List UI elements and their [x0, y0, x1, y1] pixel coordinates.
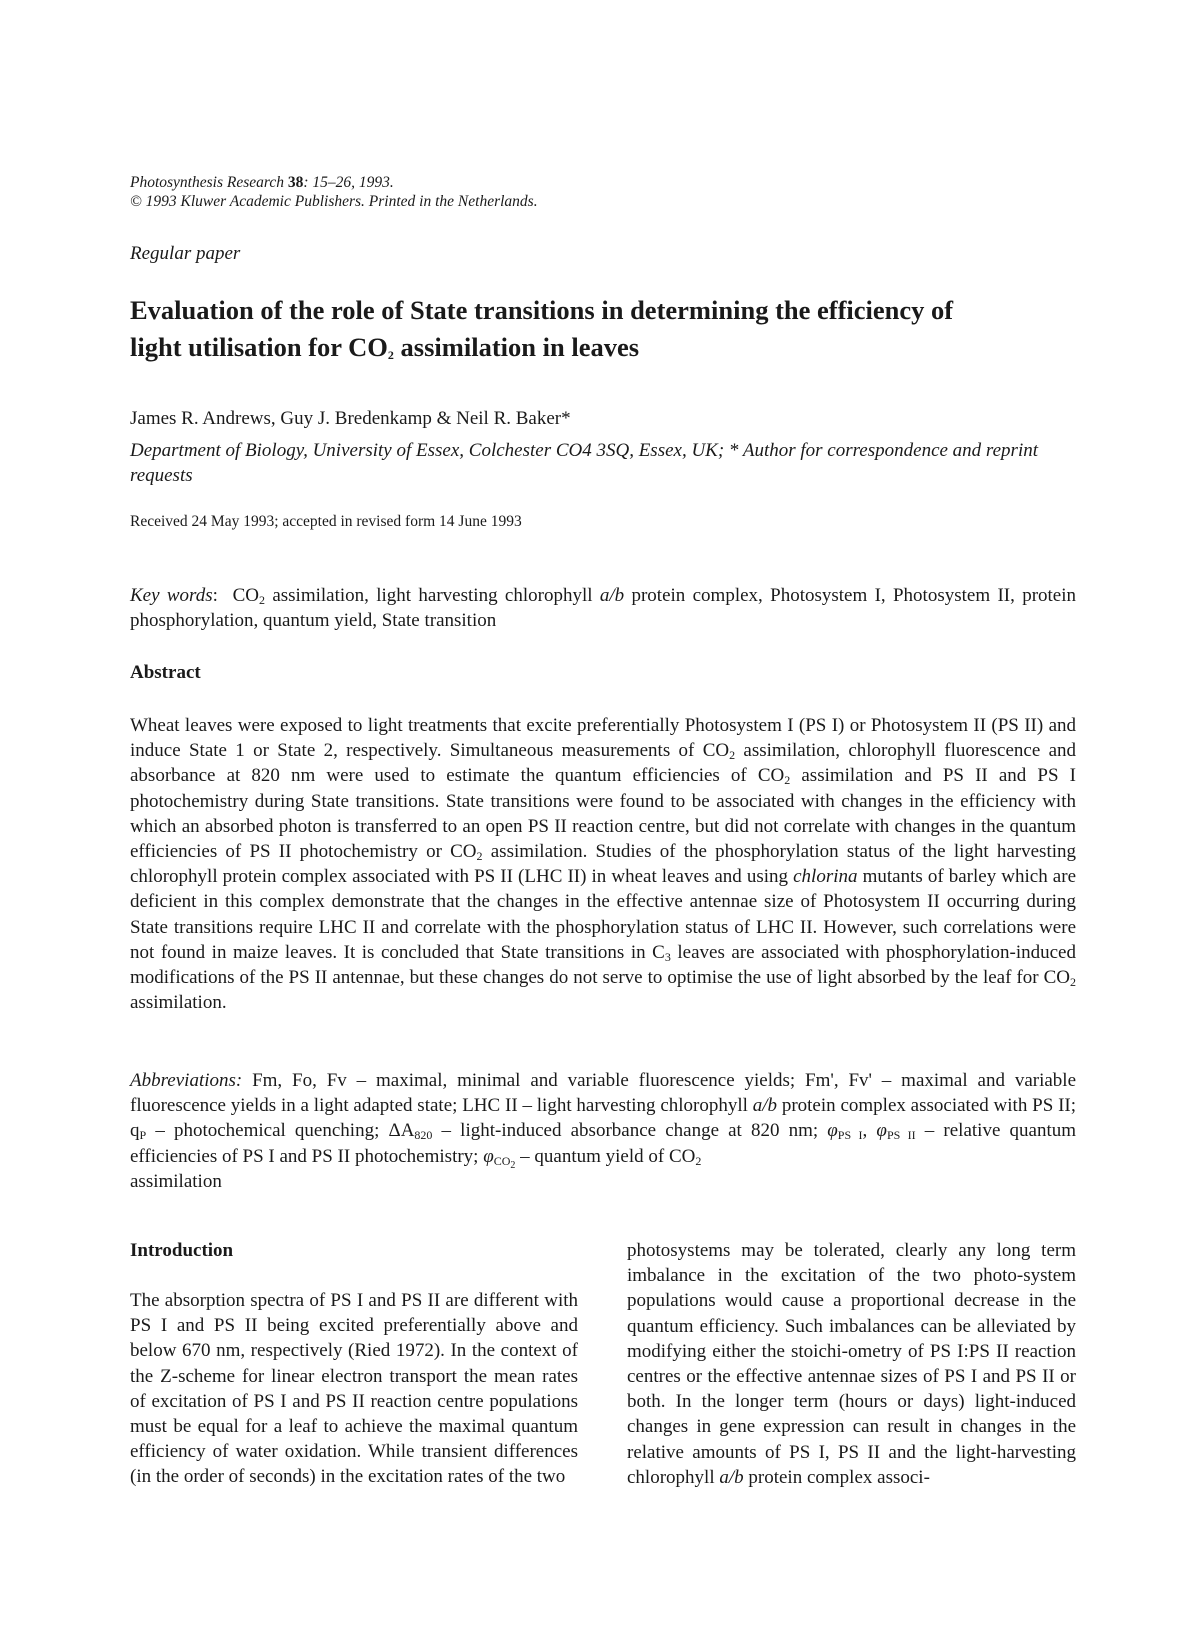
abstract-text: Wheat leaves were exposed to light treatments that excite preferentially Photosystem I (PS I) or Photosystem II (PS II) and induce State 1 or State 2, respectively. Simultaneous measurements of CO [130, 715, 1076, 762]
subscript: 2 [259, 593, 265, 607]
intro-left-column: The absorption spectra of PS I and PS II are different with PS I and PS II being excited preferentially above and below 670 nm, respectively (Ried 1972). In the context of the Z-scheme for linear electron transport the mean rates of excitation of PS I and PS II reaction centre populations must be equal for a leaf to achieve the maximal quantum efficiency of water oxidation. While transient differences (in the order of seconds) in the excitation rates of the two [130, 1290, 578, 1488]
keyword-text: CO [232, 585, 259, 606]
keywords-colon: : [212, 585, 218, 606]
intro-right-column [627, 1238, 1076, 1490]
subscript: 3 [664, 949, 671, 964]
subscript: 2 [510, 1159, 516, 1171]
intro-italic: a/b [719, 1466, 744, 1488]
abbrev-text: – quantum yield of CO [515, 1145, 696, 1167]
subscript: PS II [886, 1128, 916, 1143]
phi-symbol: φ [483, 1145, 494, 1167]
abbrev-text: , [862, 1120, 877, 1142]
subscript [493, 1153, 516, 1171]
copyright-line: © 1993 Kluwer Academic Publishers. Printed in the Netherlands. [130, 193, 538, 210]
abstract-text: mutants of barley which are deficient in this complex demonstrate that the changes in the effective antennae size of Photosystem II occurring during State transitions require LHC II and correlate with the phosphorylation status of LHC II. However, such correlations were not found in maize leaves. It is concluded that State transitions in C [130, 866, 1076, 963]
abstract-body [130, 713, 1076, 1015]
abbrev-text: protein complex associated with PS II; q [130, 1095, 1076, 1142]
volume: 38 [287, 174, 304, 191]
received-dates: Received 24 May 1993; accepted in revised form 14 June 1993 [130, 513, 522, 530]
citation-line [130, 173, 538, 192]
title-line-2 [130, 329, 1090, 366]
title-text: light utilisation for CO [130, 332, 388, 362]
abstract-text: assimilation. [130, 992, 227, 1014]
abbreviations [130, 1068, 1076, 1194]
keywords [130, 583, 1076, 633]
subscript: P [139, 1128, 147, 1143]
intro-text: photosystems may be tolerated, clearly any long term imbalance in the excitation of the two photo-system populations would cause a proportional decrease in the quantum efficiency. Such imbalances can be alleviated by modifying either the stoichi-ometry of PS I:PS II reaction centres or the effective antennae sizes of PS I and PS II or both. In the longer term (hours or days) light-induced changes in gene expression can result in changes in the relative amounts of PS I, PS II and the light-harvesting chlorophyll [627, 1240, 1076, 1488]
keyword-text: assimilation, light harvesting chlorophyll [265, 585, 600, 606]
subscript: 2 [387, 348, 394, 362]
abstract-text: assimilation. Studies of the phosphorylation status of the light harvesting chlorophyll protein complex associated with PS II (LHC II) in wheat leaves and using [130, 841, 1077, 888]
introduction-heading: Introduction [130, 1240, 234, 1261]
abbrev-text: – relative quantum efficiencies of PS I and PS II photochemistry; [130, 1120, 1076, 1167]
title-line-1: Evaluation of the role of State transitions in determining the efficiency of [130, 295, 954, 325]
abbreviations-label: Abbreviations: [130, 1070, 243, 1091]
abbrev-text: assimilation [130, 1170, 222, 1192]
title-text: assimilation in leaves [393, 332, 640, 362]
subscript: 2 [476, 849, 483, 864]
subscript-text: CO [493, 1153, 511, 1168]
abbrev-text: – photochemical quenching; ΔA [146, 1120, 415, 1142]
abstract-text: leaves are associated with phosphorylation-induced modifications of the PS II antennae, but these changes do not serve to optimise the use of light absorbed by the leaf for CO [130, 941, 1076, 989]
abbrev-italic: a/b [752, 1095, 778, 1117]
author-list: James R. Andrews, Guy J. Bredenkamp & Neil R. Baker* [130, 408, 571, 429]
subscript: 2 [784, 773, 791, 788]
intro-text: protein complex associ- [743, 1466, 930, 1488]
journal-header [130, 173, 538, 211]
abbrev-text: – light-induced absorbance change at 820 nm; [432, 1120, 828, 1142]
article-type: Regular paper [130, 243, 241, 264]
subscript: 820 [414, 1128, 433, 1143]
abstract-heading: Abstract [130, 662, 201, 683]
phi-symbol: φ [876, 1120, 887, 1142]
phi-symbol: φ [827, 1120, 838, 1142]
journal-name: Photosynthesis Research [130, 174, 284, 191]
affiliation: Department of Biology, University of Essex, Colchester CO4 3SQ, Essex, UK; * Author for correspondence and reprint requests [130, 440, 1039, 486]
keyword-italic: a/b [599, 585, 625, 606]
pages-year: : 15–26, 1993. [303, 174, 394, 191]
keyword-text: protein complex, Photosystem I, Photosystem II, protein phosphorylation, quantum yield, State transition [130, 585, 1077, 631]
abstract-text: assimilation, chlorophyll fluorescence and absorbance at 820 nm were used to estimate the quantum efficiencies of CO [130, 740, 1077, 787]
abbrev-text: Fm, Fo, Fv – maximal, minimal and variable fluorescence yields; Fm', Fv' – maximal and variable fluorescence yields in a light adapted state; LHC II – light harvesting chlorophyll [130, 1070, 1076, 1117]
subscript: 2 [695, 1153, 702, 1168]
subscript: PS I [837, 1128, 863, 1143]
abstract-text: assimilation and PS II and PS I photochemistry during State transitions. State transitions were found to be associated with changes in the efficiency with which an absorbed photon is transferred to an open PS II reaction centre, but did not correlate with changes in the quantum efficiencies of PS II photochemistry or CO [130, 765, 1076, 863]
subscript: 2 [729, 748, 736, 763]
paper-title [130, 292, 1090, 366]
keywords-label: Key words [130, 585, 213, 606]
abstract-italic: chlorina [793, 866, 858, 888]
subscript: 2 [1070, 975, 1076, 990]
